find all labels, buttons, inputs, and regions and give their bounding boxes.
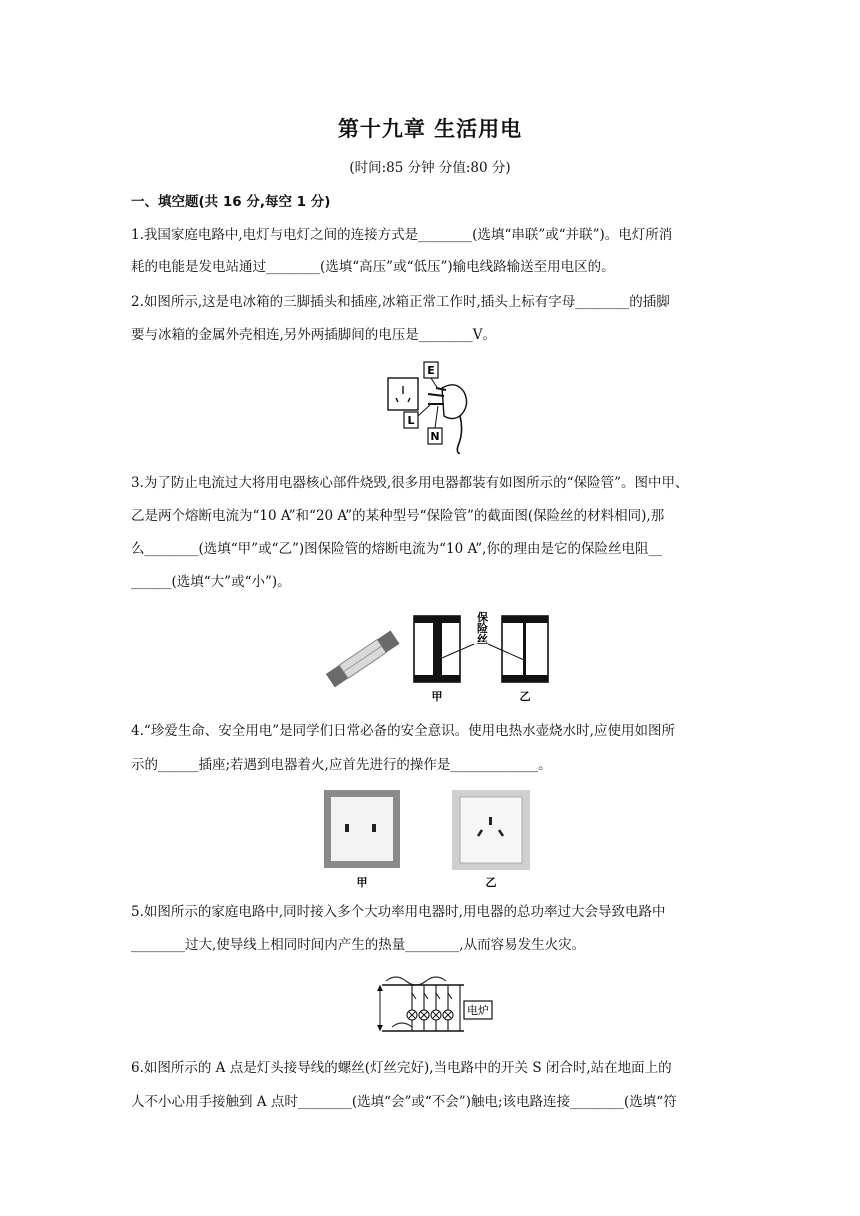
question-6-line-1: 6.如图所示的 A 点是灯头接导线的螺丝(灯丝完好),当电路中的开关 S 闭合时,站在地面上的	[131, 1060, 672, 1076]
fuse-tube-figure	[316, 610, 556, 706]
label-heater: 电炉	[467, 1004, 489, 1017]
question-3-line-2: 乙是两个熔断电流为“10 A”和“20 A”的某种型号“保险管”的截面图(保险丝的材料相同),那	[131, 508, 665, 524]
question-4-line-2: 示的______插座;若遇到电器着火,应首先进行的操作是_____________。	[131, 757, 552, 773]
question-3-line-1: 3.为了防止电流过大将用电器核心部件烧毁,很多用电器都装有如图所示的“保险管”。图中甲、	[131, 475, 689, 491]
question-3-line-3: 么________(选填“甲”或“乙”)图保险管的熔断电流为“10 A”,你的理由是它的保险丝电阻__	[131, 541, 662, 557]
label-fuse-wire: 保险丝	[475, 611, 489, 645]
label-n: N	[430, 430, 440, 443]
three-pin-plug-figure	[384, 358, 494, 454]
label-jia: 甲	[356, 876, 368, 889]
question-5-line-1: 5.如图所示的家庭电路中,同时接入多个大功率用电器时,用电器的总功率过大会导致电路中	[131, 904, 666, 920]
label-yi: 乙	[519, 690, 531, 703]
question-6-line-2: 人不小心用手接触到 A 点时________(选填“会”或“不会”)触电;该电路连接________(选填“符	[131, 1094, 677, 1110]
question-5-line-2: ________过大,使导线上相同时间内产生的热量________,从而容易发生火灾。	[131, 937, 586, 953]
question-1-line-2: 耗的电能是发电站通过________(选填“高压”或“低压”)输电线路输送至用电区的。	[131, 259, 615, 275]
section-heading: 一、填空题(共 16 分,每空 1 分)	[131, 194, 331, 210]
plug-cord	[457, 416, 461, 454]
chapter-title: 第十九章 生活用电	[337, 117, 523, 141]
question-2-line-1: 2.如图所示,这是电冰箱的三脚插头和插座,冰箱正常工作时,插头上标有字母________的插脚	[131, 294, 670, 310]
question-1-line-1: 1.我国家庭电路中,电灯与电灯之间的连接方式是________(选填“串联”或“并联”)。电灯所消	[131, 227, 673, 243]
fuse-tube-photo	[326, 630, 400, 687]
exam-info: (时间:85 分钟 分值:80 分)	[349, 160, 511, 176]
label-yi: 乙	[485, 876, 497, 889]
household-circuit-figure	[372, 965, 502, 1043]
label-l: L	[407, 414, 415, 427]
sockets-figure	[322, 788, 542, 890]
label-e: E	[427, 364, 435, 377]
question-3-line-4: ______(选填“大”或“小”)。	[131, 574, 291, 590]
question-2-line-2: 要与冰箱的金属外壳相连,另外两插脚间的电压是________V。	[131, 327, 497, 343]
question-4-line-1: 4.“珍爱生命、安全用电”是同学们日常必备的安全意识。使用电热水壶烧水时,应使用如图所	[131, 723, 675, 739]
label-jia: 甲	[431, 690, 443, 703]
